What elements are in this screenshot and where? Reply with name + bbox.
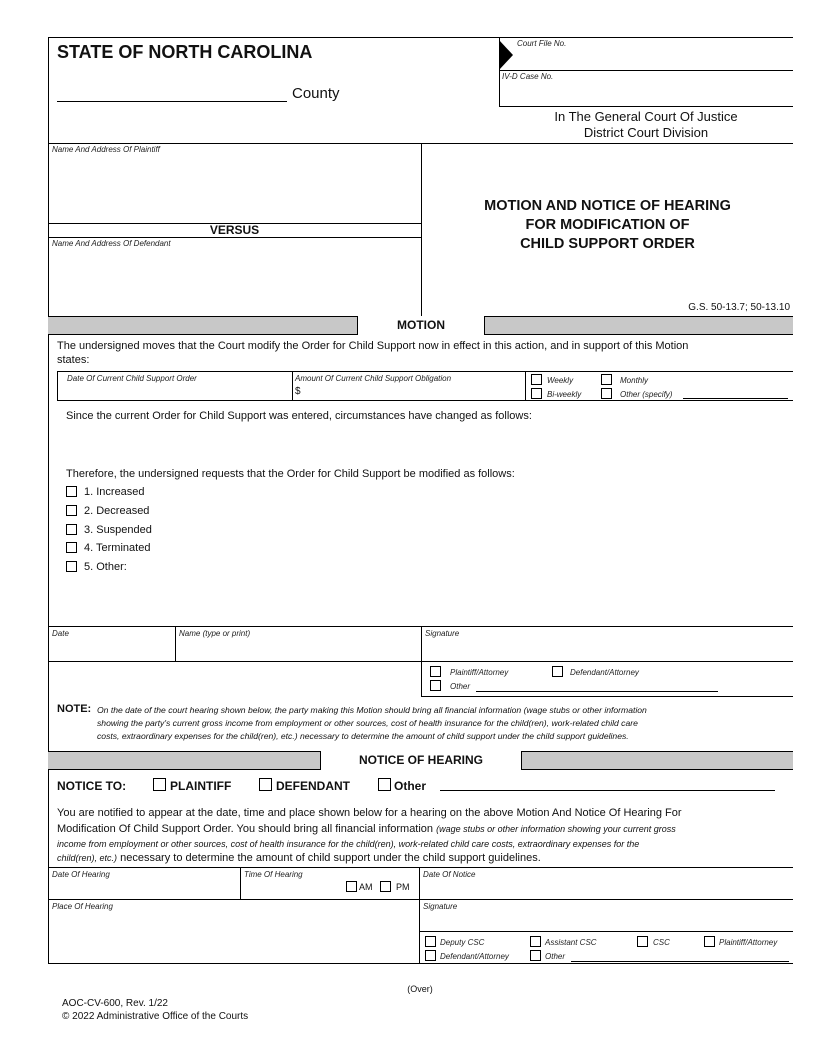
amount-label: Amount Of Current Child Support Obligation <box>295 374 452 383</box>
motion-intro-line1: The undersigned moves that the Court modify the Order for Child Support now in effect in this action, and in support of this Motion <box>57 340 689 352</box>
option-suspended-label: 3. Suspended <box>84 524 152 536</box>
notice-defendant-attorney-label: Defendant/Attorney <box>440 952 509 961</box>
option-terminated-label: 4. Terminated <box>84 542 151 554</box>
assistant-csc-checkbox[interactable] <box>530 936 541 947</box>
pm-checkbox[interactable] <box>380 881 391 892</box>
csc-label: CSC <box>653 938 670 947</box>
date-notice-label: Date Of Notice <box>423 870 476 879</box>
motion-plaintiff-attorney-label: Plaintiff/Attorney <box>450 668 509 677</box>
note-line1: On the date of the court hearing shown below, the party making this Motion should bring all financial information (wage stubs or other information <box>97 705 647 715</box>
am-checkbox[interactable] <box>346 881 357 892</box>
form-title-line2: FOR MODIFICATION OF <box>525 217 690 233</box>
motion-date-label: Date <box>52 629 69 638</box>
over-label: (Over) <box>407 984 433 994</box>
notice-defendant-attorney-checkbox[interactable] <box>425 950 436 961</box>
note-line3: costs, extraordinary expenses for the child(ren), etc.) necessary to determine the amount of child support under the child support guidelines. <box>97 731 629 741</box>
form-title-line3: CHILD SUPPORT ORDER <box>520 236 695 252</box>
notice-other-sig-label: Other <box>545 952 566 961</box>
notice-para-line2a: Modification Of Child Support Order. You should bring all financial information <box>57 823 437 835</box>
notice-para-line1: You are notified to appear at the date, time and place shown below for a hearing on the above Motion And Notice Of Hearing For <box>57 807 682 819</box>
form-title <box>422 197 793 254</box>
option-decreased-label: 2. Decreased <box>84 505 150 517</box>
hearing-div2 <box>419 867 420 963</box>
motion-plaintiff-attorney-checkbox[interactable] <box>430 666 441 677</box>
option-terminated-checkbox[interactable] <box>66 542 77 553</box>
monthly-label: Monthly <box>620 376 649 385</box>
versus-label: VERSUS <box>209 223 260 237</box>
notice-para-line4b: necessary to determine the amount of child support under the child support guidelines. <box>117 852 541 864</box>
motion-other-label: Other <box>450 682 471 691</box>
notice-other-checkbox[interactable] <box>378 778 391 791</box>
note-label: NOTE: <box>57 703 92 715</box>
notice-defendant-checkbox[interactable] <box>259 778 272 791</box>
state-title: STATE OF NORTH CAROLINA <box>57 42 313 62</box>
time-hearing-label: Time Of Hearing <box>244 870 303 879</box>
notice-signature-label: Signature <box>423 902 458 911</box>
hearing-row-bottom <box>48 963 793 964</box>
left-border <box>48 37 49 963</box>
notice-defendant-label: DEFENDANT <box>276 779 350 793</box>
motion-defendant-attorney-label: Defendant/Attorney <box>570 668 639 677</box>
court-division: District Court Division <box>583 125 709 140</box>
notice-other-label: Other <box>394 779 427 793</box>
court-file-label: Court File No. <box>517 39 567 48</box>
sig-row-bottom <box>421 696 793 697</box>
court-file-line <box>499 70 793 71</box>
notice-plaintiff-label: PLAINTIFF <box>170 779 232 793</box>
copyright: © 2022 Administrative Office of the Courts <box>62 1011 249 1022</box>
circumstances-text: Since the current Order for Child Support was entered, circumstances have changed as follows: <box>66 410 532 422</box>
date-order-label: Date Of Current Child Support Order <box>67 374 197 383</box>
dollar-sign: $ <box>295 386 301 397</box>
deputy-csc-checkbox[interactable] <box>425 936 436 947</box>
notice-sig-line <box>419 931 793 932</box>
ivd-case-label: IV-D Case No. <box>502 72 554 81</box>
option-other-label: 5. Other: <box>84 561 127 573</box>
motion-other-checkbox[interactable] <box>430 680 441 691</box>
option-suspended-checkbox[interactable] <box>66 524 77 535</box>
monthly-checkbox[interactable] <box>601 374 612 385</box>
option-increased-label: 1. Increased <box>84 486 145 498</box>
county-blank[interactable] <box>57 101 287 102</box>
other-specify-checkbox[interactable] <box>601 388 612 399</box>
hearing-div1 <box>240 867 241 899</box>
notice-plaintiff-attorney-checkbox[interactable] <box>704 936 715 947</box>
plaintiff-label: Name And Address Of Plaintiff <box>52 145 160 154</box>
order-row-bottom <box>57 400 793 401</box>
option-decreased-checkbox[interactable] <box>66 505 77 516</box>
defendant-label: Name And Address Of Defendant <box>52 239 171 248</box>
order-row-top <box>57 371 793 372</box>
hearing-row-top <box>48 867 793 868</box>
place-hearing-label: Place Of Hearing <box>52 902 113 911</box>
pm-label: PM <box>396 882 410 892</box>
therefore-text: Therefore, the undersigned requests that the Order for Child Support be modified as follows: <box>66 468 515 480</box>
motion-defendant-attorney-checkbox[interactable] <box>552 666 563 677</box>
note-line2: showing the party's current gross income from employment or other sources, cost of health insurance for the child(ren), work-related child care <box>97 718 638 728</box>
sig-div1 <box>175 626 176 661</box>
notice-para-line4 <box>57 852 541 864</box>
weekly-label: Weekly <box>547 376 574 385</box>
deputy-csc-label: Deputy CSC <box>440 938 485 947</box>
notice-plaintiff-checkbox[interactable] <box>153 778 166 791</box>
sig-div2 <box>421 626 422 696</box>
motion-name-label: Name (type or print) <box>179 629 251 638</box>
notice-para-line2b: (wage stubs or other information showing your current gross <box>436 824 676 834</box>
order-row-div1 <box>292 371 293 400</box>
notice-heading: NOTICE OF HEARING <box>320 751 522 770</box>
option-increased-checkbox[interactable] <box>66 486 77 497</box>
notice-para-line2 <box>57 823 676 835</box>
biweekly-checkbox[interactable] <box>531 388 542 399</box>
file-arrow-icon <box>499 40 513 70</box>
county-label: County <box>292 85 340 102</box>
motion-intro-line2: states: <box>57 354 90 366</box>
notice-other-sig-checkbox[interactable] <box>530 950 541 961</box>
csc-checkbox[interactable] <box>637 936 648 947</box>
notice-other-line[interactable] <box>440 790 775 791</box>
notice-para-line4a: child(ren), etc.) <box>57 853 118 863</box>
form-id: AOC-CV-600, Rev. 1/22 <box>62 998 168 1009</box>
option-other-checkbox[interactable] <box>66 561 77 572</box>
order-row-div2 <box>525 371 526 400</box>
statute-reference: G.S. 50-13.7; 50-13.10 <box>688 302 790 313</box>
motion-heading: MOTION <box>357 316 485 335</box>
motion-signature-label: Signature <box>425 629 460 638</box>
biweekly-label: Bi-weekly <box>547 390 582 399</box>
ivd-case-line <box>499 106 793 107</box>
other-specify-label: Other (specify) <box>620 390 673 399</box>
date-hearing-label: Date Of Hearing <box>52 870 110 879</box>
form-title-line1: MOTION AND NOTICE OF HEARING <box>484 198 731 214</box>
top-border <box>48 37 793 38</box>
notice-other-sig-line[interactable] <box>571 961 789 962</box>
am-label: AM <box>359 882 373 892</box>
notice-plaintiff-attorney-label: Plaintiff/Attorney <box>719 938 778 947</box>
court-name: In The General Court Of Justice <box>554 109 738 124</box>
assistant-csc-label: Assistant CSC <box>545 938 597 947</box>
notice-to-label: NOTICE TO: <box>57 779 127 793</box>
hearing-row-mid <box>48 899 793 900</box>
notice-para-line3: income from employment or other sources, cost of health insurance for the child(ren), work-related child care costs, extraordinary expenses for the <box>57 839 640 849</box>
versus-line-bottom <box>48 237 421 238</box>
weekly-checkbox[interactable] <box>531 374 542 385</box>
other-specify-line[interactable] <box>683 398 788 399</box>
motion-other-line[interactable] <box>476 691 718 692</box>
order-row-left <box>57 371 58 400</box>
